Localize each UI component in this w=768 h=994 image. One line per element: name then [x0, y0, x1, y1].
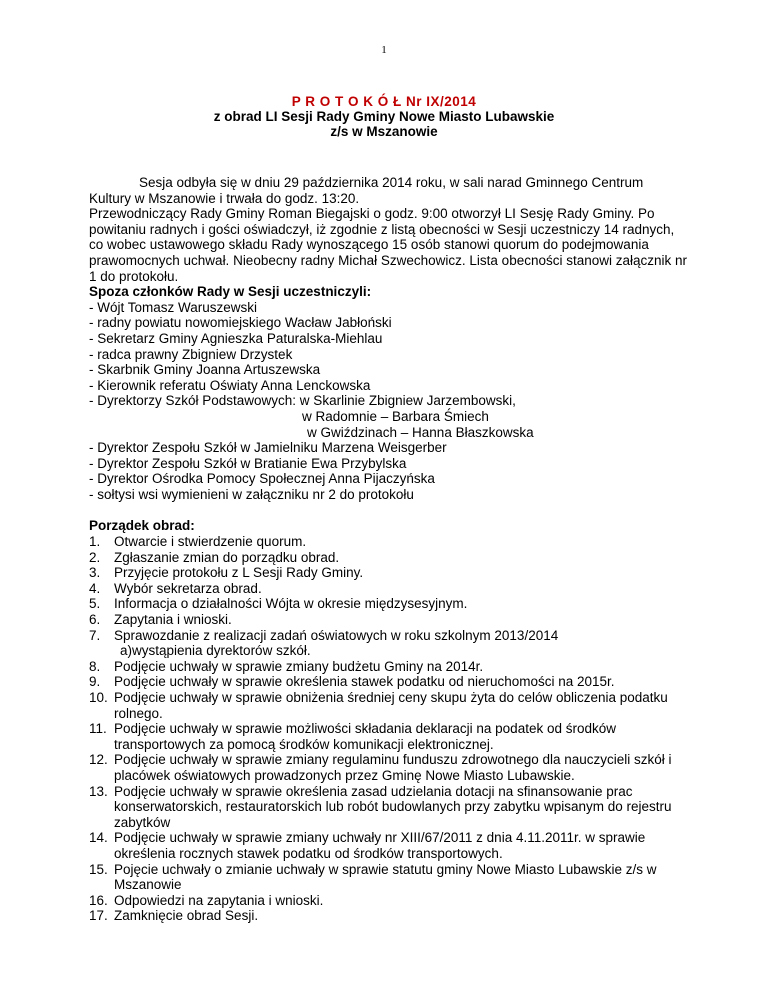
agenda-item — [89, 612, 689, 628]
agenda-subitem — [89, 643, 689, 659]
agenda-item-number: 4. — [89, 580, 101, 596]
agenda-item — [89, 752, 689, 783]
agenda-item-text: Zamknięcie obrad Sesji. — [114, 908, 259, 924]
intro-paragraph-quorum: Przewodniczący Rady Gminy Roman Biegajski o godz. 9:00 otworzył LI Sesję Rady Gminy. Po powitaniu radnych i gości oświadczył, iż zgodnie z listą obecności w Sesji uczestniczy 14 radnych, co wobec ustawowego składu Rady wynoszącego 15 osób stanowi quorum do podejmowania prawomocnych uchwał. Nieobecny radny Michał Szwechowicz. Lista obecności stanowi załącznik nr 1 do protokołu. — [89, 206, 688, 284]
attendee-item: - Sekretarz Gminy Agnieszka Paturalska-Miehlau — [89, 330, 383, 346]
agenda-item-number: 14. — [89, 830, 108, 846]
attendee-item: - Kierownik referatu Oświaty Anna Lenckowska — [89, 377, 371, 393]
agenda-item-text: Podjęcie uchwały w sprawie obniżenia średniej ceny skupu żyta do celów obliczenia podatku rolnego. — [114, 690, 668, 721]
attendee-subitem: w Radomnie – Barbara Śmiech — [302, 408, 489, 424]
agenda-item-text: Podjęcie uchwały w sprawie zmiany regulaminu funduszu zdrowotnego dla nauczycieli szkół i placówek oświatowych prowadzonych przez Gminę Nowe Miasto Lubawskie. — [114, 752, 672, 783]
attendee-subitem: w Gwiździnach – Hanna Błaszkowska — [307, 424, 534, 440]
agenda-item-text: Wybór sekretarza obrad. — [114, 580, 262, 596]
agenda-item-text: Pojęcie uchwały o zmianie uchwały w sprawie statutu gminy Nowe Miasto Lubawskie z/s w Mszanowie — [114, 861, 657, 893]
agenda-item-number: 6. — [89, 612, 101, 628]
agenda-item-number: 11. — [89, 721, 107, 737]
agenda-item-text: Informacja o działalności Wójta w okresie międzysesyjnym. — [114, 596, 468, 612]
attendee-item: - Dyrektor Zespołu Szkół w Jamielniku Marzena Weisgerber — [89, 440, 447, 456]
agenda-item-text: Podjęcie uchwały w sprawie określenia zasad udzielania dotacji na sfinansowanie prac konserwatorskich, restauratorskich lub robót budowlanych przy zabytku wpisanym do rejestru zabytków — [114, 783, 672, 830]
title-protocol-number: P R O T O K Ó Ł Nr IX/2014 — [291, 94, 477, 109]
document-body — [89, 175, 689, 924]
agenda-item-number: 12. — [89, 752, 108, 768]
agenda-heading: Porządek obrad: — [89, 518, 195, 534]
agenda-item — [89, 862, 689, 893]
agenda-item — [89, 659, 689, 675]
agenda-item-text: Podjęcie uchwały w sprawie zmiany uchwały nr XIII/67/2011 z dnia 4.11.2011r. w sprawie określenia rocznych stawek podatku od środków transportowych. — [114, 830, 646, 861]
agenda-item — [89, 534, 689, 550]
agenda-item-number: 9. — [89, 674, 101, 690]
agenda-item-number: 13. — [89, 783, 108, 799]
agenda-item — [89, 596, 689, 612]
agenda-item-number: 1. — [89, 534, 101, 550]
agenda-item — [89, 565, 689, 581]
agenda-item-text: a)wystąpienia dyrektorów szkół. — [120, 643, 311, 659]
agenda-item-number: 8. — [89, 658, 101, 674]
attendee-item: - Wójt Tomasz Waruszewski — [89, 299, 258, 315]
agenda-item-text: Zapytania i wnioski. — [114, 612, 232, 628]
agenda-item-number: 15. — [89, 861, 108, 877]
attendee-item: - Dyrektorzy Szkół Podstawowych: w Skarlinie Zbigniew Jarzembowski, — [89, 393, 516, 409]
attendee-item: - Skarbnik Gminy Joanna Artuszewska — [89, 362, 321, 378]
agenda-list — [89, 534, 689, 924]
agenda-item — [89, 550, 689, 566]
agenda-item-number: 17. — [89, 908, 108, 924]
agenda-item-text: Przyjęcie protokołu z L Sesji Rady Gminy. — [114, 565, 364, 581]
agenda-item — [89, 830, 689, 861]
agenda-item-text: Zgłaszanie zmian do porządku obrad. — [114, 549, 340, 565]
attendees-heading: Spoza członków Rady w Sesji uczestniczyli: — [89, 284, 372, 300]
agenda-item-text: Podjęcie uchwały w sprawie możliwości składania deklaracji na podatek od środków transportowych za pomocą środków komunikacji elektronicznej. — [114, 721, 616, 752]
agenda-item-text: Podjęcie uchwały w sprawie zmiany budżetu Gminy na 2014r. — [114, 658, 484, 674]
agenda-item — [89, 721, 689, 752]
agenda-item-number: 2. — [89, 549, 101, 565]
agenda-item-text: Otwarcie i stwierdzenie quorum. — [114, 534, 307, 550]
document-title — [0, 94, 768, 139]
agenda-item-number: 10. — [89, 690, 108, 705]
agenda-item-number: 5. — [89, 596, 101, 612]
attendee-item: - Dyrektor Zespołu Szkół w Bratianie Ewa Przybylska — [89, 455, 407, 471]
agenda-item-text: Odpowiedzi na zapytania i wnioski. — [114, 892, 324, 908]
agenda-item — [89, 628, 689, 644]
agenda-item-text: Sprawozdanie z realizacji zadań oświatowych w roku szkolnym 2013/2014 — [114, 627, 559, 643]
attendee-item: - radny powiatu nowomiejskiego Wacław Jabłoński — [89, 315, 392, 331]
agenda-item — [89, 893, 689, 909]
agenda-item — [89, 784, 689, 831]
attendees-list — [89, 300, 689, 503]
agenda-item-number: 3. — [89, 565, 101, 581]
intro-paragraph-date: Sesja odbyła się w dniu 29 października 2014 roku, w sali narad Gminnego Centrum Kultury w Mszanowie i trwała do godz. 13:20. — [89, 175, 644, 206]
title-location: z/s w Mszanowie — [330, 124, 438, 139]
agenda-item — [89, 908, 689, 924]
attendee-item: - radca prawny Zbigniew Drzystek — [89, 346, 293, 362]
agenda-item — [89, 581, 689, 597]
agenda-item-text: Podjęcie uchwały w sprawie określenia stawek podatku od nieruchomości na 2015r. — [114, 674, 615, 690]
title-session: z obrad LI Sesji Rady Gminy Nowe Miasto Lubawskie — [213, 109, 555, 124]
agenda-item — [89, 690, 689, 721]
attendee-item: - Dyrektor Ośrodka Pomocy Społecznej Anna Pijaczyńska — [89, 471, 435, 487]
agenda-item-number: 7. — [89, 627, 101, 643]
agenda-item-number: 16. — [89, 892, 108, 908]
section-spacer — [89, 502, 689, 518]
attendee-item: - sołtysi wsi wymienieni w załączniku nr 2 do protokołu — [89, 486, 414, 502]
agenda-item — [89, 674, 689, 690]
page-number: 1 — [381, 44, 387, 56]
